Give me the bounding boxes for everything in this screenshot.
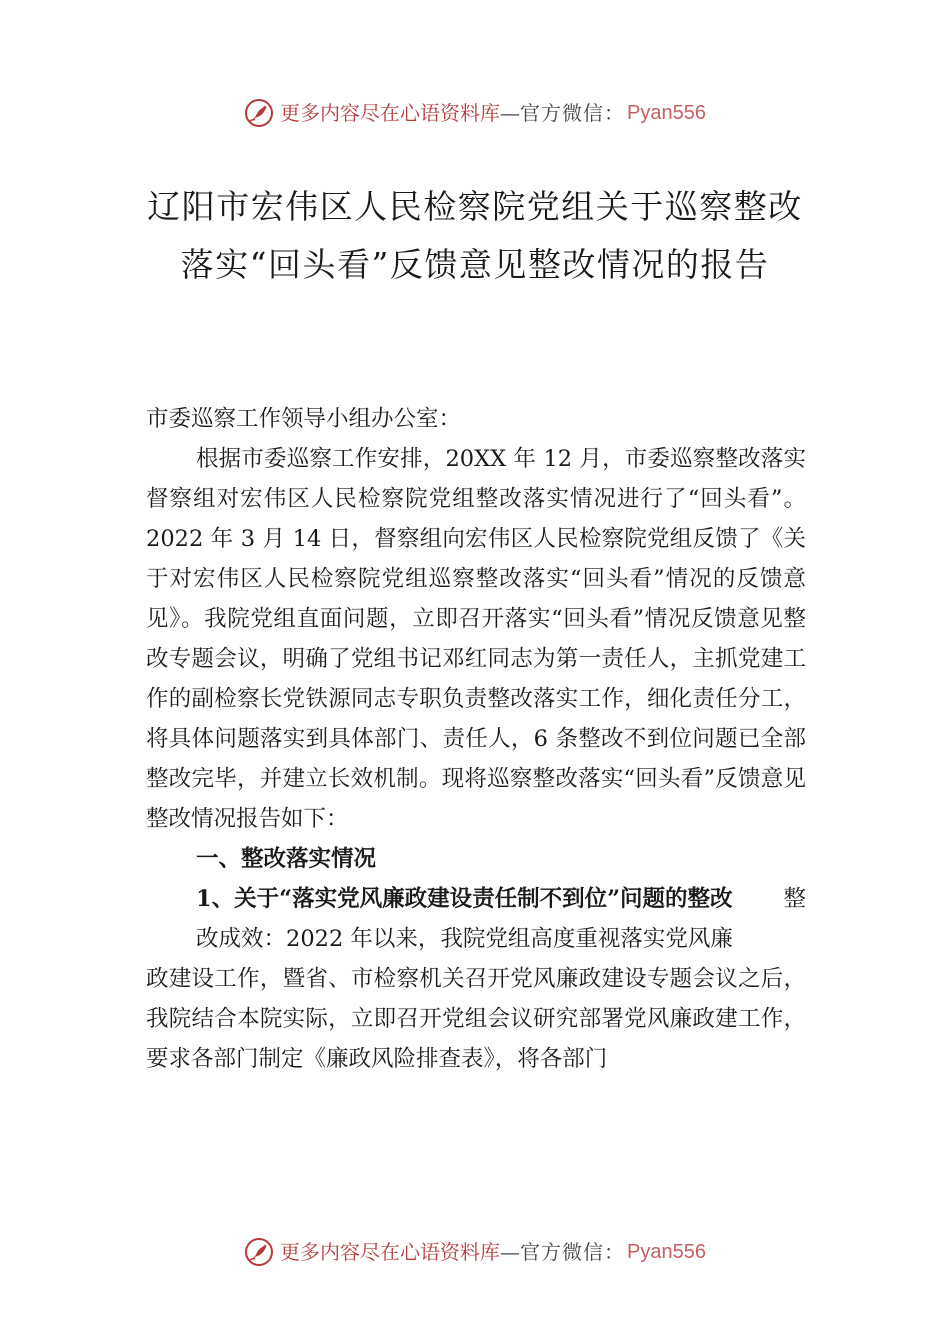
watermark-footer [0, 1237, 950, 1267]
subsection-heading: 1、关于“落实党风廉政建设责任制不到位”问题的整改 [196, 886, 733, 912]
watermark-wechat-id: Pyan556 [627, 102, 706, 124]
feather-pen-icon [244, 98, 274, 128]
watermark-separator: — [500, 1240, 521, 1264]
watermark-wechat-id: Pyan556 [627, 1241, 706, 1263]
section-heading: 一、整改落实情况 [196, 846, 377, 872]
document-title: 辽阳市宏伟区人民检察院党组关于巡察整改落实“回头看”反馈意见整改情况的报告 [147, 187, 803, 284]
watermark-separator: — [500, 101, 521, 125]
watermark-header [0, 98, 950, 128]
watermark-brand: 更多内容尽在心语资料库 [280, 1240, 501, 1264]
document-body [146, 399, 806, 1079]
subsection-heading-line [146, 879, 806, 919]
watermark-wechat-label: 官方微信： [520, 101, 626, 125]
watermark-brand: 更多内容尽在心语资料库 [280, 101, 501, 125]
watermark-wechat-label: 官方微信： [520, 1240, 626, 1264]
feather-pen-icon [244, 1237, 274, 1267]
intro-paragraph: 根据市委巡察工作安排，20XX 年 12 月，市委巡察整改落实督察组对宏伟区人民检察院党组整改落实情况进行了“回头看”。2022 年 3 月 14 日，督察组向宏伟区人民检察院党组反馈了《关于对宏伟区人民检察院党组巡察整改落实“回头看”情况的反馈意见》。我院党组直面问题，立即召开落实“回头看”情况反馈意见整改专题会议，明确了党组书记邓红同志为第一责任人，主抓党建工作的副检察长党铁源同志专职负责整改落实工作，细化责任分工，将具体问题落实到具体部门、责任人，6 条整改不到位问题已全部整改完毕，并建立长效机制。现将巡察整改落实“回头看”反馈意见整改情况报告如下： [146, 446, 806, 832]
subsection-heading-tail: 整 [783, 886, 806, 912]
subsection-line-2: 改成效：2022 年以来，我院党组高度重视落实党风廉 [196, 926, 733, 952]
salutation: 市委巡察工作领导小组办公室： [146, 406, 462, 432]
subsection-paragraph: 政建设工作，暨省、市检察机关召开党风廉政建设专题会议之后，我院结合本院实际，立即召开党组会议研究部署党风廉政建工作，要求各部门制定《廉政风险排查表》，将各部门 [146, 966, 806, 1072]
